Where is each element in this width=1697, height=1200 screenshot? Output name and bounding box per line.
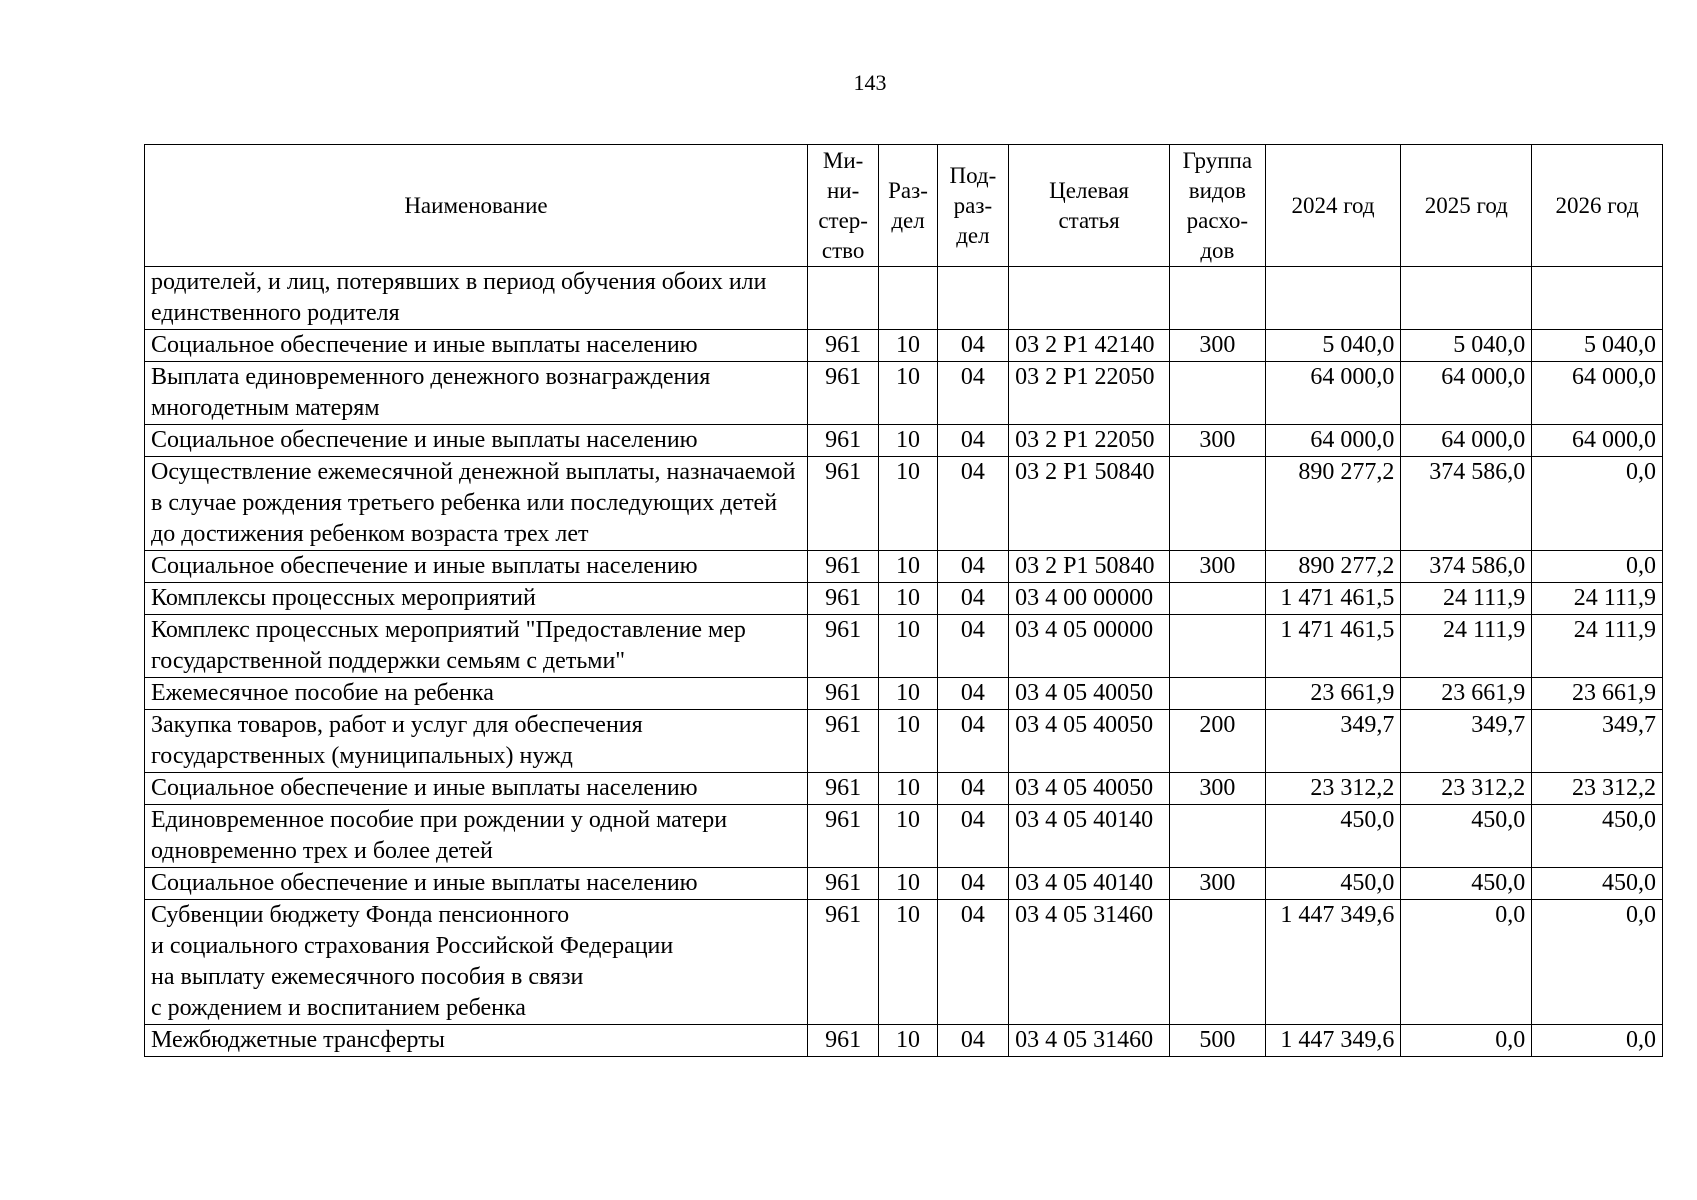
cell-2026: 23 312,2 (1532, 773, 1663, 805)
cell-section: 10 (879, 425, 937, 457)
cell-target: 03 4 05 40140 (1009, 868, 1170, 900)
cell-subsection: 04 (937, 583, 1008, 615)
table-row (145, 615, 1663, 678)
cell-2026: 0,0 (1532, 900, 1663, 1025)
cell-name: Единовременное пособие при рождении у одной матери одновременно трех и более детей (145, 805, 808, 868)
table-row (145, 583, 1663, 615)
cell-2024: 23 661,9 (1265, 678, 1401, 710)
cell-ministry: 961 (807, 583, 878, 615)
cell-2026: 23 661,9 (1532, 678, 1663, 710)
cell-2024: 64 000,0 (1265, 362, 1401, 425)
header-ministry (807, 145, 878, 267)
cell-ministry: 961 (807, 868, 878, 900)
cell-subsection: 04 (937, 773, 1008, 805)
cell-target: 03 4 05 00000 (1009, 615, 1170, 678)
header-2024-text: 2024 год (1291, 192, 1375, 218)
cell-subsection: 04 (937, 330, 1008, 362)
cell-subsection: 04 (937, 900, 1008, 1025)
cell-2024: 1 447 349,6 (1265, 1025, 1401, 1057)
cell-expense-group: 300 (1170, 773, 1266, 805)
cell-2026: 0,0 (1532, 1025, 1663, 1057)
cell-name: Субвенции бюджету Фонда пенсионного и социального страхования Российской Федерации на выплату ежемесячного пособия в связи с рождением и воспитанием ребенка (145, 900, 808, 1025)
cell-target (1009, 267, 1170, 330)
cell-section: 10 (879, 900, 937, 1025)
cell-target: 03 2 P1 50840 (1009, 551, 1170, 583)
header-target (1009, 145, 1170, 267)
table-header-row (145, 145, 1663, 267)
header-subsection-text: Под- раз- дел (949, 162, 997, 248)
cell-2024: 450,0 (1265, 868, 1401, 900)
cell-2024 (1265, 267, 1401, 330)
cell-expense-group (1170, 678, 1266, 710)
header-section (879, 145, 937, 267)
cell-section: 10 (879, 551, 937, 583)
cell-section: 10 (879, 805, 937, 868)
cell-2025: 24 111,9 (1401, 583, 1532, 615)
cell-target: 03 4 05 31460 (1009, 900, 1170, 1025)
header-2026 (1532, 145, 1663, 267)
page-number: 143 (853, 70, 887, 95)
cell-target: 03 4 05 31460 (1009, 1025, 1170, 1057)
cell-2024: 450,0 (1265, 805, 1401, 868)
cell-ministry: 961 (807, 900, 878, 1025)
cell-2024: 1 447 349,6 (1265, 900, 1401, 1025)
cell-section: 10 (879, 1025, 937, 1057)
cell-expense-group (1170, 805, 1266, 868)
cell-2026 (1532, 267, 1663, 330)
cell-2026: 64 000,0 (1532, 425, 1663, 457)
cell-target: 03 4 05 40050 (1009, 773, 1170, 805)
budget-table (144, 144, 1663, 1057)
cell-2026: 5 040,0 (1532, 330, 1663, 362)
table-row (145, 900, 1663, 1025)
cell-name: Социальное обеспечение и иные выплаты населению (145, 773, 808, 805)
table-row (145, 267, 1663, 330)
cell-ministry: 961 (807, 1025, 878, 1057)
cell-name: Комплекс процессных мероприятий "Предоставление мер государственной поддержки семьям с детьми" (145, 615, 808, 678)
header-ministry-text: Ми- ни- стер- ство (818, 147, 868, 263)
cell-subsection: 04 (937, 678, 1008, 710)
cell-section: 10 (879, 678, 937, 710)
cell-2024: 23 312,2 (1265, 773, 1401, 805)
table-row (145, 678, 1663, 710)
header-target-text: Целевая статья (1049, 177, 1130, 233)
cell-section: 10 (879, 457, 937, 551)
header-expense-group-text: Группа видов расхо- дов (1182, 147, 1253, 263)
cell-2024: 349,7 (1265, 710, 1401, 773)
cell-ministry: 961 (807, 457, 878, 551)
cell-target: 03 2 P1 50840 (1009, 457, 1170, 551)
cell-ministry: 961 (807, 615, 878, 678)
cell-name: Социальное обеспечение и иные выплаты населению (145, 425, 808, 457)
cell-2025: 5 040,0 (1401, 330, 1532, 362)
header-name (145, 145, 808, 267)
header-2025 (1401, 145, 1532, 267)
cell-name: Закупка товаров, работ и услуг для обеспечения государственных (муниципальных) нужд (145, 710, 808, 773)
cell-subsection: 04 (937, 805, 1008, 868)
cell-2025 (1401, 267, 1532, 330)
cell-2025: 0,0 (1401, 1025, 1532, 1057)
cell-2025: 374 586,0 (1401, 457, 1532, 551)
cell-subsection: 04 (937, 615, 1008, 678)
cell-target: 03 4 00 00000 (1009, 583, 1170, 615)
cell-2025: 374 586,0 (1401, 551, 1532, 583)
cell-2025: 24 111,9 (1401, 615, 1532, 678)
cell-ministry: 961 (807, 678, 878, 710)
cell-expense-group (1170, 900, 1266, 1025)
cell-2026: 24 111,9 (1532, 583, 1663, 615)
cell-ministry: 961 (807, 710, 878, 773)
cell-section: 10 (879, 615, 937, 678)
cell-2026: 450,0 (1532, 868, 1663, 900)
cell-expense-group (1170, 267, 1266, 330)
cell-name: Социальное обеспечение и иные выплаты населению (145, 551, 808, 583)
cell-2026: 349,7 (1532, 710, 1663, 773)
table-row (145, 1025, 1663, 1057)
cell-subsection: 04 (937, 457, 1008, 551)
cell-2026: 0,0 (1532, 457, 1663, 551)
table-row (145, 457, 1663, 551)
cell-expense-group: 200 (1170, 710, 1266, 773)
cell-name: Ежемесячное пособие на ребенка (145, 678, 808, 710)
table-row (145, 805, 1663, 868)
cell-name: родителей, и лиц, потерявших в период обучения обоих или единственного родителя (145, 267, 808, 330)
cell-ministry: 961 (807, 330, 878, 362)
cell-2025: 23 312,2 (1401, 773, 1532, 805)
cell-section: 10 (879, 362, 937, 425)
cell-section (879, 267, 937, 330)
header-expense-group (1170, 145, 1266, 267)
cell-name: Осуществление ежемесячной денежной выплаты, назначаемой в случае рождения третьего ребенка или последующих детей до достижения ребенком возраста трех лет (145, 457, 808, 551)
cell-2024: 64 000,0 (1265, 425, 1401, 457)
cell-ministry: 961 (807, 362, 878, 425)
cell-expense-group: 300 (1170, 551, 1266, 583)
cell-target: 03 4 05 40050 (1009, 710, 1170, 773)
cell-2026: 24 111,9 (1532, 615, 1663, 678)
cell-expense-group (1170, 362, 1266, 425)
cell-name: Межбюджетные трансферты (145, 1025, 808, 1057)
cell-section: 10 (879, 773, 937, 805)
cell-subsection: 04 (937, 1025, 1008, 1057)
cell-name: Социальное обеспечение и иные выплаты населению (145, 330, 808, 362)
cell-ministry: 961 (807, 805, 878, 868)
cell-subsection (937, 267, 1008, 330)
cell-expense-group: 300 (1170, 330, 1266, 362)
cell-target: 03 2 P1 22050 (1009, 425, 1170, 457)
cell-2025: 23 661,9 (1401, 678, 1532, 710)
cell-subsection: 04 (937, 710, 1008, 773)
cell-2025: 450,0 (1401, 805, 1532, 868)
cell-expense-group (1170, 615, 1266, 678)
cell-subsection: 04 (937, 868, 1008, 900)
table-row (145, 551, 1663, 583)
header-2025-text: 2025 год (1424, 192, 1508, 218)
cell-2026: 64 000,0 (1532, 362, 1663, 425)
cell-expense-group (1170, 457, 1266, 551)
cell-2025: 450,0 (1401, 868, 1532, 900)
cell-2025: 64 000,0 (1401, 362, 1532, 425)
cell-target: 03 2 P1 42140 (1009, 330, 1170, 362)
cell-expense-group (1170, 583, 1266, 615)
cell-target: 03 4 05 40140 (1009, 805, 1170, 868)
cell-2024: 1 471 461,5 (1265, 583, 1401, 615)
cell-expense-group: 500 (1170, 1025, 1266, 1057)
cell-2026: 0,0 (1532, 551, 1663, 583)
cell-ministry: 961 (807, 551, 878, 583)
cell-2024: 1 471 461,5 (1265, 615, 1401, 678)
cell-2024: 890 277,2 (1265, 457, 1401, 551)
cell-section: 10 (879, 710, 937, 773)
cell-ministry (807, 267, 878, 330)
cell-subsection: 04 (937, 551, 1008, 583)
table-row (145, 425, 1663, 457)
cell-section: 10 (879, 583, 937, 615)
cell-section: 10 (879, 330, 937, 362)
table-row (145, 868, 1663, 900)
cell-ministry: 961 (807, 773, 878, 805)
cell-section: 10 (879, 868, 937, 900)
header-2024 (1265, 145, 1401, 267)
table-row (145, 362, 1663, 425)
cell-2025: 64 000,0 (1401, 425, 1532, 457)
cell-2025: 0,0 (1401, 900, 1532, 1025)
cell-ministry: 961 (807, 425, 878, 457)
cell-subsection: 04 (937, 362, 1008, 425)
cell-target: 03 4 05 40050 (1009, 678, 1170, 710)
cell-2024: 5 040,0 (1265, 330, 1401, 362)
cell-name: Комплексы процессных мероприятий (145, 583, 808, 615)
cell-2024: 890 277,2 (1265, 551, 1401, 583)
table-row (145, 710, 1663, 773)
cell-name: Социальное обеспечение и иные выплаты населению (145, 868, 808, 900)
header-subsection (937, 145, 1008, 267)
cell-name: Выплата единовременного денежного вознаграждения многодетным матерям (145, 362, 808, 425)
cell-2025: 349,7 (1401, 710, 1532, 773)
table-row (145, 773, 1663, 805)
cell-2026: 450,0 (1532, 805, 1663, 868)
header-2026-text: 2026 год (1555, 192, 1639, 218)
header-name-text: Наименование (404, 192, 548, 218)
table-body (145, 267, 1663, 1057)
cell-subsection: 04 (937, 425, 1008, 457)
cell-expense-group: 300 (1170, 868, 1266, 900)
cell-expense-group: 300 (1170, 425, 1266, 457)
header-section-text: Раз- дел (888, 177, 928, 233)
cell-target: 03 2 P1 22050 (1009, 362, 1170, 425)
table-row (145, 330, 1663, 362)
